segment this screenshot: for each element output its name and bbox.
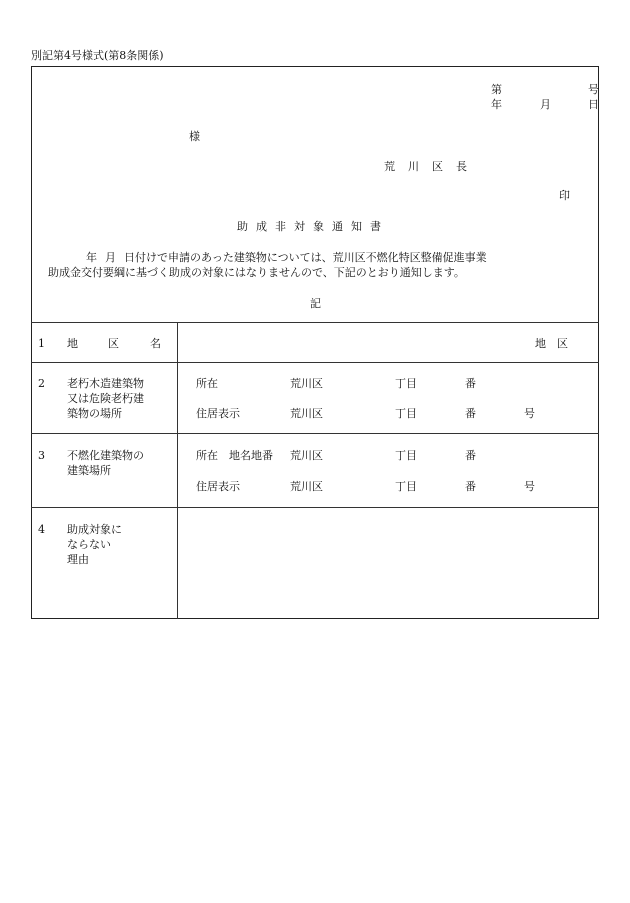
body-year: 年 — [86, 251, 97, 264]
ki-mark: 記 — [310, 297, 321, 310]
table-top-line — [31, 322, 599, 323]
row2-address-label: 住居表示 — [196, 407, 240, 420]
body-line-2: 助成金交付要綱に基づく助成の対象にはなりませんので、下記のとおり通知します。 — [48, 266, 465, 279]
row3-label-line-2: 建築場所 — [67, 464, 111, 477]
row-divider-2 — [31, 433, 599, 434]
row2-location-ward: 荒川区 — [290, 377, 323, 390]
issuer-char-4: 長 — [456, 160, 467, 173]
row2-address-ban: 番 — [465, 407, 476, 420]
body-line-1: 日付けで申請のあった建築物については、荒川区不燃化特区整備促進事業 — [124, 251, 487, 264]
issuer-char-3: 区 — [432, 160, 443, 173]
title-char-2: 成 — [256, 220, 267, 233]
row3-location-label: 所在 地名地番 — [196, 449, 273, 462]
title-char-6: 通 — [332, 220, 343, 233]
title-char-3: 非 — [275, 220, 286, 233]
row2-location-label: 所在 — [196, 377, 218, 390]
row2-number: 2 — [38, 377, 45, 390]
row4-label-line-1: 助成対象に — [67, 523, 122, 536]
title-char-5: 象 — [313, 220, 324, 233]
title-char-7: 知 — [351, 220, 362, 233]
date-month: 月 — [540, 98, 551, 111]
row3-address-go: 号 — [524, 480, 535, 493]
row4-label-line-3: 理由 — [67, 553, 89, 566]
row1-label-char-2: 区 — [108, 337, 119, 350]
row4-number: 4 — [38, 523, 45, 536]
title-char-8: 書 — [370, 220, 381, 233]
addressee-suffix: 様 — [189, 130, 200, 143]
title-char-4: 対 — [294, 220, 305, 233]
row2-label-line-3: 築物の場所 — [67, 407, 122, 420]
row3-address-chome: 丁目 — [395, 480, 417, 493]
column-divider — [177, 322, 178, 619]
seal-mark: 印 — [559, 189, 570, 202]
row3-location-ban: 番 — [465, 449, 476, 462]
date-year: 年 — [491, 98, 502, 111]
row3-label-line-1: 不燃化建築物の — [67, 449, 144, 462]
row2-location-ban: 番 — [465, 377, 476, 390]
row-divider-3 — [31, 507, 599, 508]
date-day: 日 — [588, 98, 599, 111]
row1-label-char-1: 地 — [67, 337, 78, 350]
row-divider-1 — [31, 362, 599, 363]
row1-district-suffix: 地 区 — [535, 337, 568, 350]
issuer-char-1: 荒 — [384, 160, 395, 173]
issuer-char-2: 川 — [408, 160, 419, 173]
row3-address-ward: 荒川区 — [290, 480, 323, 493]
row2-location-chome: 丁目 — [395, 377, 417, 390]
row2-address-go: 号 — [524, 407, 535, 420]
row4-label-line-2: ならない — [67, 538, 111, 551]
row1-number: 1 — [38, 337, 45, 350]
row3-location-ward: 荒川区 — [290, 449, 323, 462]
row1-label-char-3: 名 — [150, 337, 161, 350]
form-label: 別記第4号様式(第8条関係) — [31, 49, 164, 62]
row2-label-line-1: 老朽木造建築物 — [67, 377, 144, 390]
number-suffix: 号 — [588, 83, 599, 96]
row3-number: 3 — [38, 449, 45, 462]
row3-location-chome: 丁目 — [395, 449, 417, 462]
row2-address-chome: 丁目 — [395, 407, 417, 420]
body-month: 月 — [105, 251, 116, 264]
row3-address-ban: 番 — [465, 480, 476, 493]
number-prefix: 第 — [491, 83, 502, 96]
row2-label-line-2: 又は危険老朽建 — [67, 392, 144, 405]
row2-address-ward: 荒川区 — [290, 407, 323, 420]
row3-address-label: 住居表示 — [196, 480, 240, 493]
title-char-1: 助 — [237, 220, 248, 233]
